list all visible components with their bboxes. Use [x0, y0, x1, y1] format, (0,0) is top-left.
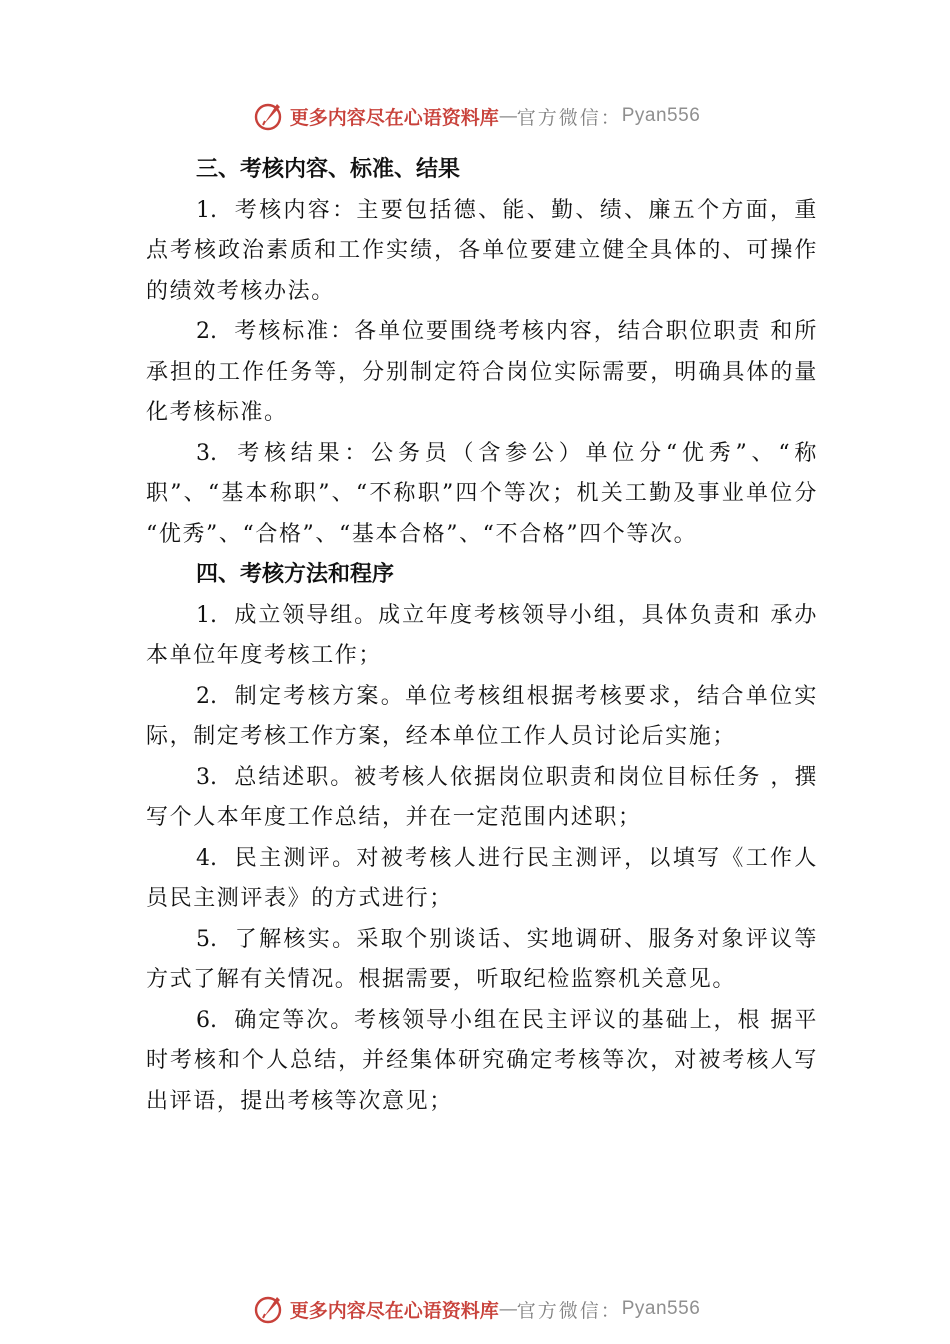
item-text: 总结述职。被考核人依据岗位职责和岗位目标任务 ，撰写个人本年度工作总结，并在一定范围内述职；	[146, 764, 818, 830]
item-text: 确定等次。考核领导小组在民主评议的基础上，根 据平时考核和个人总结，并经集体研究确定考核等次，对被考核人写出评语，提出考核等次意见；	[146, 1007, 818, 1114]
item-text: 考核内容：主要包括德、能、勤、绩、廉五个方面，重点考核政治素质和工作实绩，各单位要建立健全具体的、可操作的绩效考核办法。	[146, 197, 818, 304]
list-item	[146, 434, 818, 556]
footer-banner	[0, 1289, 950, 1329]
list-item	[146, 677, 818, 758]
list-item	[146, 920, 818, 1001]
item-number: 3.	[196, 764, 217, 790]
list-item	[146, 1001, 818, 1123]
item-text: 考核标准：各单位要围绕考核内容，结合职位职责 和所承担的工作任务等，分别制定符合岗位实际需要，明确具体的量化考核标准。	[146, 319, 818, 425]
item-number: 4.	[196, 845, 217, 871]
item-number: 1.	[196, 197, 217, 223]
brand-text: 更多内容尽在心语资料库	[289, 106, 499, 129]
wechat-label: 官方微信：	[516, 1299, 622, 1322]
quill-pen-logo-icon	[250, 1291, 286, 1327]
item-text: 成立领导组。成立年度考核领导小组，具体负责和 承办本单位年度考核工作；	[146, 602, 818, 668]
list-item	[146, 312, 818, 434]
header-banner	[0, 96, 950, 136]
item-number: 6.	[196, 1007, 217, 1033]
section-heading-4: 四、考核方法和程序	[196, 562, 395, 587]
list-item	[146, 839, 818, 920]
item-text: 民主测评。对被考核人进行民主测评，以填写《工作人员民主测评表》的方式进行；	[146, 845, 818, 911]
document-body	[146, 150, 818, 1122]
section-heading-3: 三、考核内容、标准、结果	[196, 157, 461, 182]
brand-dash: —	[498, 1298, 517, 1320]
item-text: 考核结果：公务员（含参公）单位分“优秀”、“称职”、“基本称职”、“不称职”四个等次；机关工勤及事业单位分 “优秀”、“合格”、“基本合格”、“不合格”四个等次。	[146, 440, 818, 547]
item-number: 1.	[196, 602, 217, 628]
wechat-id: Pyan556	[621, 1298, 701, 1319]
list-item	[146, 191, 818, 313]
brand-text: 更多内容尽在心语资料库	[289, 1299, 499, 1322]
item-number: 2.	[196, 319, 217, 344]
item-number: 3.	[196, 440, 217, 466]
wechat-id: Pyan556	[621, 105, 701, 126]
quill-pen-logo-icon	[250, 98, 286, 134]
item-text: 制定考核方案。单位考核组根据考核要求，结合单位实际，制定考核工作方案，经本单位工作人员讨论后实施；	[146, 683, 818, 749]
brand-dash: —	[498, 105, 517, 127]
item-number: 2.	[196, 683, 217, 709]
item-number: 5.	[196, 926, 217, 952]
wechat-label: 官方微信：	[516, 106, 622, 129]
item-text: 了解核实。采取个别谈话、实地调研、服务对象评议等方式了解有关情况。根据需要，听取纪检监察机关意见。	[146, 926, 818, 992]
list-item	[146, 758, 818, 839]
list-item	[146, 596, 818, 677]
